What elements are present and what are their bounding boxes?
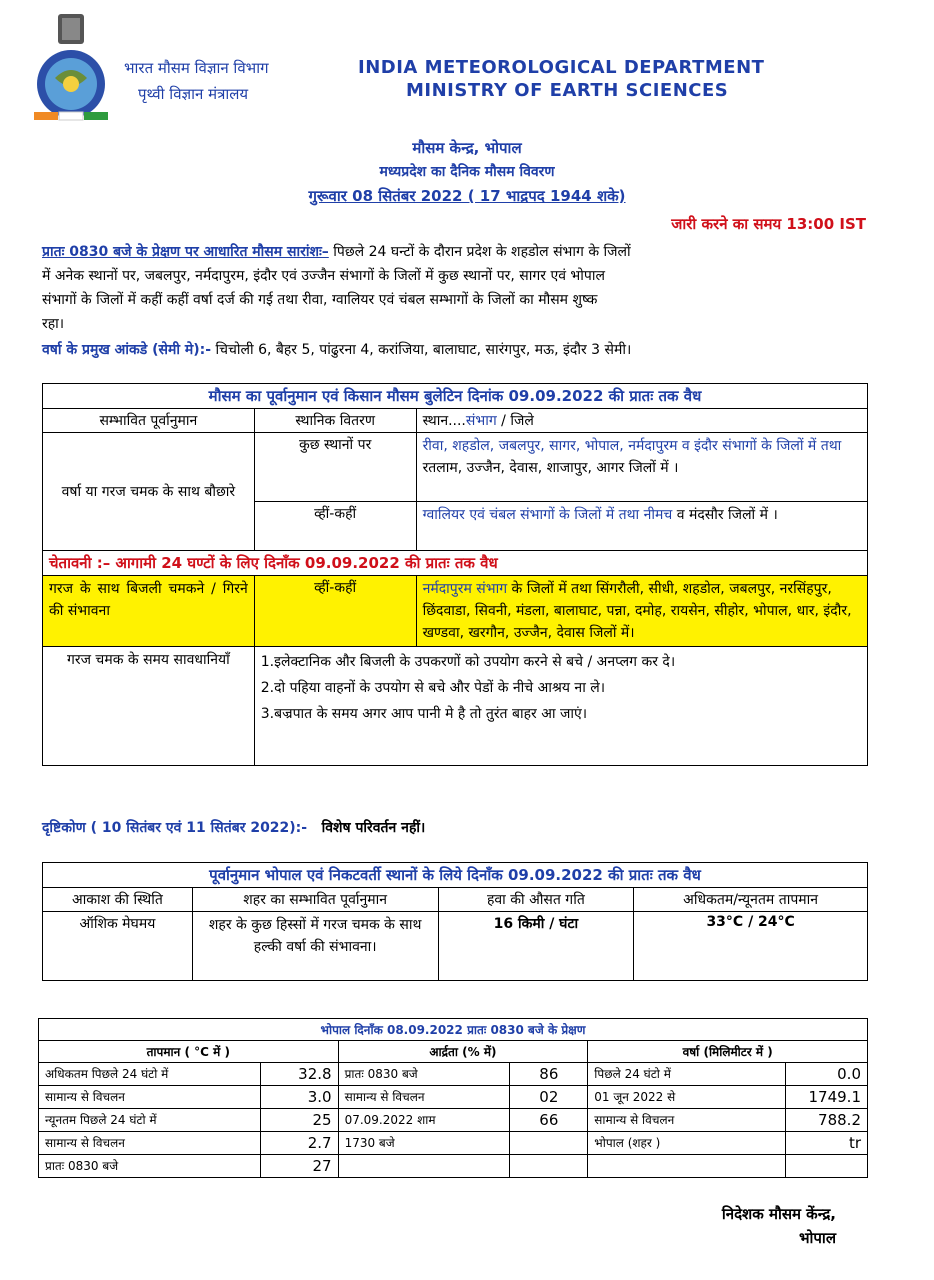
summary-text-2: में अनेक स्थानों पर, जबलपुर, नर्मदापुरम, इंदौर एवं उज्जैन संभागों के जिलों में कुछ स्थानों पर, सागर एवं भोपाल xyxy=(42,268,605,284)
rain-shower-label: वर्षा या गरज चमक के साथ बौछारे xyxy=(43,433,255,551)
imd-emblem-logo xyxy=(30,12,112,124)
signature-designation: निदेशक मौसम केंन्द्र, xyxy=(721,1205,836,1223)
report-subtitle: मध्यप्रदेश का दैनिक मौसम विवरण xyxy=(379,164,555,180)
col-places-b: संभाग xyxy=(465,413,497,429)
rain-data-label: वर्षा के प्रमुख आंकडे (सेमी मे):- xyxy=(42,342,212,358)
places-row-2 xyxy=(416,502,867,551)
places-1-blue: रीवा, शहडोल, जबलपुर, सागर, भोपाल, नर्मदापुरम व इंदौर संभागों के जिलों में तथा xyxy=(422,438,842,454)
temp-label: सामान्य से विचलन xyxy=(39,1132,261,1155)
bhopal-forecast-table xyxy=(42,862,868,981)
summary-label: प्रातः 0830 बजे के प्रेक्षण पर आधारित मौसम सारांशः– xyxy=(42,244,329,260)
rain-label: सामान्य से विचलन xyxy=(588,1109,786,1132)
rain-value xyxy=(785,1155,867,1178)
temp-head: तापमान ( °C में ) xyxy=(39,1041,339,1063)
head-temperature: अधिकतम/न्यूनतम तापमान xyxy=(634,888,868,912)
temp-value: 3.0 xyxy=(260,1086,338,1109)
rain-value: 0.0 xyxy=(785,1063,867,1086)
thunder-lightning-label: गरज के साथ बिजली चमकने / गिरने की संभावना xyxy=(43,576,255,647)
temp-value: 2.7 xyxy=(260,1132,338,1155)
header-hindi-dept: भारत मौसम विज्ञान विभाग xyxy=(124,59,269,77)
weather-summary xyxy=(42,240,882,362)
col-places-c: / जिले xyxy=(496,413,534,429)
warning-heading: चेतावनी :– आगामी 24 घण्टों के लिए दिनाँक 09.09.2022 की प्रातः तक वैध xyxy=(43,551,868,576)
header-english-ministry: MINISTRY OF EARTH SCIENCES xyxy=(406,80,729,101)
places-2-black: व मंदसौर जिलों में । xyxy=(672,507,778,523)
observations-title: भोपाल दिनाँक 08.09.2022 प्रातः 0830 बजे के प्रेक्षण xyxy=(39,1019,868,1041)
temp-value: 27 xyxy=(260,1155,338,1178)
rain-value: 788.2 xyxy=(785,1109,867,1132)
observation-row xyxy=(39,1132,868,1155)
rain-head: वर्षा (मिलिमीटर में ) xyxy=(588,1041,868,1063)
issue-time: जारी करने का समय 13:00 IST xyxy=(671,215,866,233)
col-places-a: स्थान.... xyxy=(422,413,466,429)
outlook-label: दृष्टिकोण ( 10 सितंबर एवं 11 सितंबर 2022):- xyxy=(42,820,308,836)
precaution-3: 3.बज्रपात के समय अगर आप पानी मे है तो तुरंत बाहर आ जाएं। xyxy=(260,706,588,722)
distribution-some-places: कुछ स्थानों पर xyxy=(254,433,416,502)
summary-text-4: रहा। xyxy=(42,316,65,332)
summary-text-1: पिछले 24 घन्टों के दौरान प्रदेश के शहडोल संभाग के जिलों xyxy=(328,244,631,260)
humidity-label: प्रातः 0830 बजे xyxy=(338,1063,510,1086)
forecast-table-title: मौसम का पूर्वानुमान एवं किसान मौसम बुलेटिन दिनांक 09.09.2022 की प्रातः तक वैध xyxy=(43,384,868,409)
signature-place: भोपाल xyxy=(798,1229,836,1247)
observations-table xyxy=(38,1018,868,1178)
humidity-value: 66 xyxy=(510,1109,588,1132)
precautions-label: गरज चमक के समय सावधानियाँ xyxy=(43,647,255,766)
places-row-1 xyxy=(416,433,867,502)
rain-value: tr xyxy=(785,1132,867,1155)
humidity-value: 86 xyxy=(510,1063,588,1086)
humidity-label: 1730 बजे xyxy=(338,1132,510,1155)
head-city-forecast: शहर का सम्भावित पूर्वानुमान xyxy=(192,888,438,912)
humidity-label xyxy=(338,1155,510,1178)
temperature-value: 33°C / 24°C xyxy=(634,912,868,981)
precautions-list xyxy=(254,647,867,766)
temp-label: प्रातः 0830 बजे xyxy=(39,1155,261,1178)
precaution-2: 2.दो पहिया वाहनों के उपयोग से बचे और पेडों के नीचे आश्रय ना ले। xyxy=(260,680,606,696)
summary-text-3: संभागों के जिलों में कहीं कहीं वर्षा दर्ज की गई तथा रीवा, ग्वालियर एवं चंबल सम्भागों के जिलों का मौसम शुष्क xyxy=(42,292,598,308)
humidity-value xyxy=(510,1132,588,1155)
precaution-1: 1.इलेक्टानिक और बिजली के उपकरणों को उपयोग करने से बचे / अनप्लग कर दे। xyxy=(260,654,676,670)
temp-value: 25 xyxy=(260,1109,338,1132)
observation-row xyxy=(39,1109,868,1132)
rain-label: 01 जून 2022 से xyxy=(588,1086,786,1109)
places-3-black: के जिलों में तथा सिंगरौली, सीधी, शहडोल, जबलपुर, नरसिंहपुर, छिंदवाडा, सिवनी, मंडला, बालाघाट, पन्ना, दमोह, रायसेन, सीहोर, भोपाल, धार, इंदौर, खण्डवा, खरगौन, उज्जैन, देवास जिलों में। xyxy=(422,581,852,641)
outlook-value: विशेष परिवर्तन नहीं। xyxy=(321,820,426,836)
rain-value: 1749.1 xyxy=(785,1086,867,1109)
outlook xyxy=(42,818,425,837)
city-forecast-value: शहर के कुछ हिस्सों में गरज चमक के साथ हल्की वर्षा की संभावना। xyxy=(192,912,438,981)
rain-data-values: चिचोली 6, बैहर 5, पांढुरना 4, करांजिया, बालाघाट, सारंगपुर, मऊ, इंदौर 3 सेमी। xyxy=(211,342,632,358)
observation-row xyxy=(39,1155,868,1178)
header-english-dept: INDIA METEOROLOGICAL DEPARTMENT xyxy=(358,57,765,78)
header-hindi-ministry: पृथ्वी विज्ञान मंत्रालय xyxy=(138,85,249,103)
head-sky-condition: आकाश की स्थिति xyxy=(43,888,193,912)
rain-label: भोपाल (शहर ) xyxy=(588,1132,786,1155)
temp-label: सामान्य से विचलन xyxy=(39,1086,261,1109)
humidity-head: आर्द्रता (% में) xyxy=(338,1041,588,1063)
distribution-here-there-2: व्हीं-कहीं xyxy=(254,576,416,647)
humidity-value xyxy=(510,1155,588,1178)
head-wind-speed: हवा की औसत गति xyxy=(438,888,634,912)
humidity-value: 02 xyxy=(510,1086,588,1109)
col-places xyxy=(416,409,867,433)
places-1-black: रतलाम, उज्जैन, देवास, शाजापुर, आगर जिलों में । xyxy=(422,460,679,476)
sky-condition-value: ऑशिक मेघमय xyxy=(43,912,193,981)
humidity-label: 07.09.2022 शाम xyxy=(338,1109,510,1132)
observation-row xyxy=(39,1063,868,1086)
rain-label xyxy=(588,1155,786,1178)
humidity-label: सामान्य से विचलन xyxy=(338,1086,510,1109)
bhopal-forecast-title: पूर्वानुमान भोपाल एवं निकटवर्ती स्थानों के लिये दिनाँक 09.09.2022 की प्रातः तक वैध xyxy=(43,863,868,888)
center-title: मौसम केन्द्र, भोपाल xyxy=(412,139,522,157)
temp-value: 32.8 xyxy=(260,1063,338,1086)
report-date: गुरूवार 08 सितंबर 2022 ( 17 भाद्रपद 1944 शके) xyxy=(308,187,626,205)
observation-row xyxy=(39,1086,868,1109)
wind-speed-value: 16 किमी / घंटा xyxy=(438,912,634,981)
col-spatial-distribution: स्थानिक वितरण xyxy=(254,409,416,433)
places-2-blue: ग्वालियर एवं चंबल संभागों के जिलों में तथा नीमच xyxy=(422,507,673,523)
forecast-table xyxy=(42,383,868,766)
temp-label: अधिकतम पिछले 24 घंटो में xyxy=(39,1063,261,1086)
temp-label: न्यूनतम पिछले 24 घंटो में xyxy=(39,1109,261,1132)
col-expected-forecast: सम्भावित पूर्वानुमान xyxy=(43,409,255,433)
distribution-here-there: व्हीं-कहीं xyxy=(254,502,416,551)
rain-label: पिछले 24 घंटो में xyxy=(588,1063,786,1086)
places-3-blue: नर्मदापुरम संभाग xyxy=(422,581,508,597)
places-row-3 xyxy=(416,576,867,647)
